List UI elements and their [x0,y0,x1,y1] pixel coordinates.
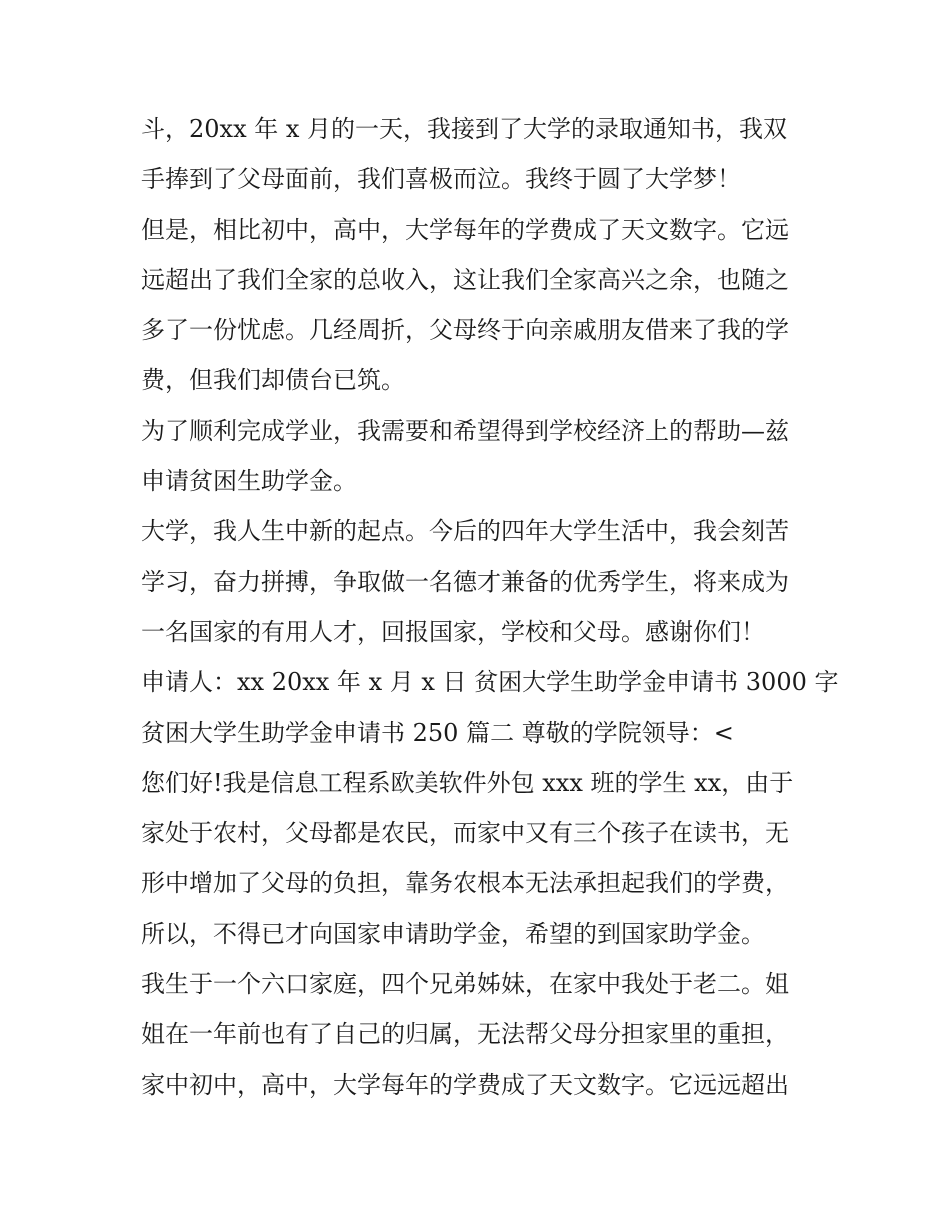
text-line: 手捧到了父母面前，我们喜极而泣。我终于圆了大学梦！ [141,165,741,194]
text-line: 申请贫困生助学金。 [141,467,357,496]
text-line: 家处于农村，父母都是农民，而家中又有三个孩子在读书，无 [141,819,789,848]
text-line: 申请人：xx 20xx 年 x 月 x 日 贫困大学生助学金申请书 3000 字 [141,668,839,697]
body-text [141,104,839,1110]
text-line: 多了一份忧虑。几经周折，父母终于向亲戚朋友借来了我的学 [141,316,789,345]
text-line: 但是，相比初中，高中，大学每年的学费成了天文数字。它远 [141,215,789,244]
text-line: 费，但我们却债台已筑。 [141,366,405,395]
text-line: 贫困大学生助学金申请书 250 篇二 尊敬的学院领导：< [141,718,734,747]
text-line: 姐在一年前也有了自己的归属，无法帮父母分担家里的重担， [141,1020,789,1049]
text-line: 家中初中，高中，大学每年的学费成了天文数字。它远远超出 [141,1070,789,1099]
text-line: 学习，奋力拼搏，争取做一名德才兼备的优秀学生，将来成为 [141,567,789,596]
text-line: 形中增加了父母的负担，靠务农根本无法承担起我们的学费， [141,869,789,898]
text-line: 斗，20xx 年 x 月的一天，我接到了大学的录取通知书，我双 [141,115,788,143]
text-line: 您们好!我是信息工程系欧美软件外包 xxx 班的学生 xx，由于 [141,768,794,797]
text-line: 远超出了我们全家的总收入，这让我们全家高兴之余，也随之 [141,265,789,294]
text-line: 一名国家的有用人才，回报国家，学校和父母。感谢你们！ [141,617,765,646]
text-line: 为了顺利完成学业，我需要和希望得到学校经济上的帮助—兹 [141,416,789,445]
text-line: 大学，我人生中新的起点。今后的四年大学生活中，我会刻苦 [141,517,789,546]
text-line: 所以，不得已才向国家申请助学金，希望的到国家助学金。 [141,919,765,948]
text-line: 我生于一个六口家庭，四个兄弟姊妹，在家中我处于老二。姐 [141,970,789,999]
